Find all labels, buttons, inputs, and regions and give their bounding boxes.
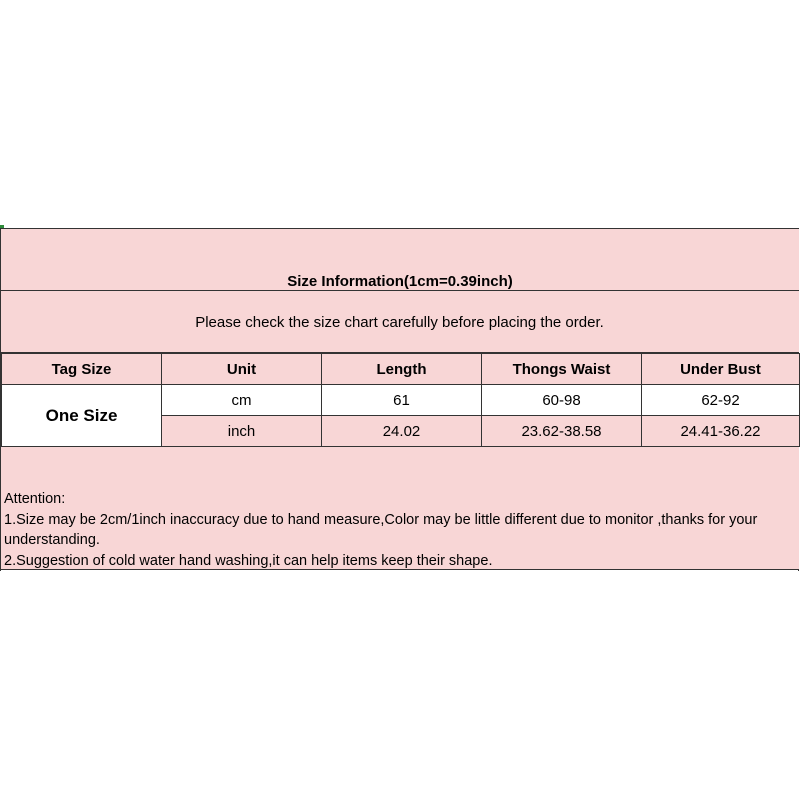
thongs-waist-cell: 60-98 xyxy=(482,385,642,416)
thongs-waist-cell: 23.62-38.58 xyxy=(482,416,642,447)
attention-line-2: 2.Suggestion of cold water hand washing,it can help items keep their shape. xyxy=(4,552,493,569)
under-bust-cell: 62-92 xyxy=(642,385,800,416)
length-cell: 24.02 xyxy=(322,416,482,447)
tag-size-value: One Size xyxy=(2,385,162,447)
header-unit: Unit xyxy=(162,354,322,385)
size-table xyxy=(1,353,800,447)
unit-cell: inch xyxy=(162,416,322,447)
table-header-row xyxy=(2,354,800,385)
length-cell: 61 xyxy=(322,385,482,416)
title-row xyxy=(1,228,799,291)
header-tag-size: Tag Size xyxy=(2,354,162,385)
attention-text xyxy=(4,489,797,571)
chart-title: Size Information(1cm=0.39inch) xyxy=(287,273,513,290)
under-bust-cell: 24.41-36.22 xyxy=(642,416,800,447)
attention-line-1: 1.Size may be 2cm/1inch inaccuracy due to hand measure,Color may be little different due to monitor ,thanks for your understanding. xyxy=(4,511,758,548)
table-row xyxy=(2,385,800,416)
size-chart xyxy=(0,228,799,571)
attention-heading: Attention: xyxy=(4,491,66,507)
attention-block xyxy=(1,447,799,570)
header-under-bust: Under Bust xyxy=(642,354,800,385)
notice-text: Please check the size chart carefully before placing the order. xyxy=(195,314,604,331)
header-length: Length xyxy=(322,354,482,385)
header-thongs-waist: Thongs Waist xyxy=(482,354,642,385)
unit-cell: cm xyxy=(162,385,322,416)
